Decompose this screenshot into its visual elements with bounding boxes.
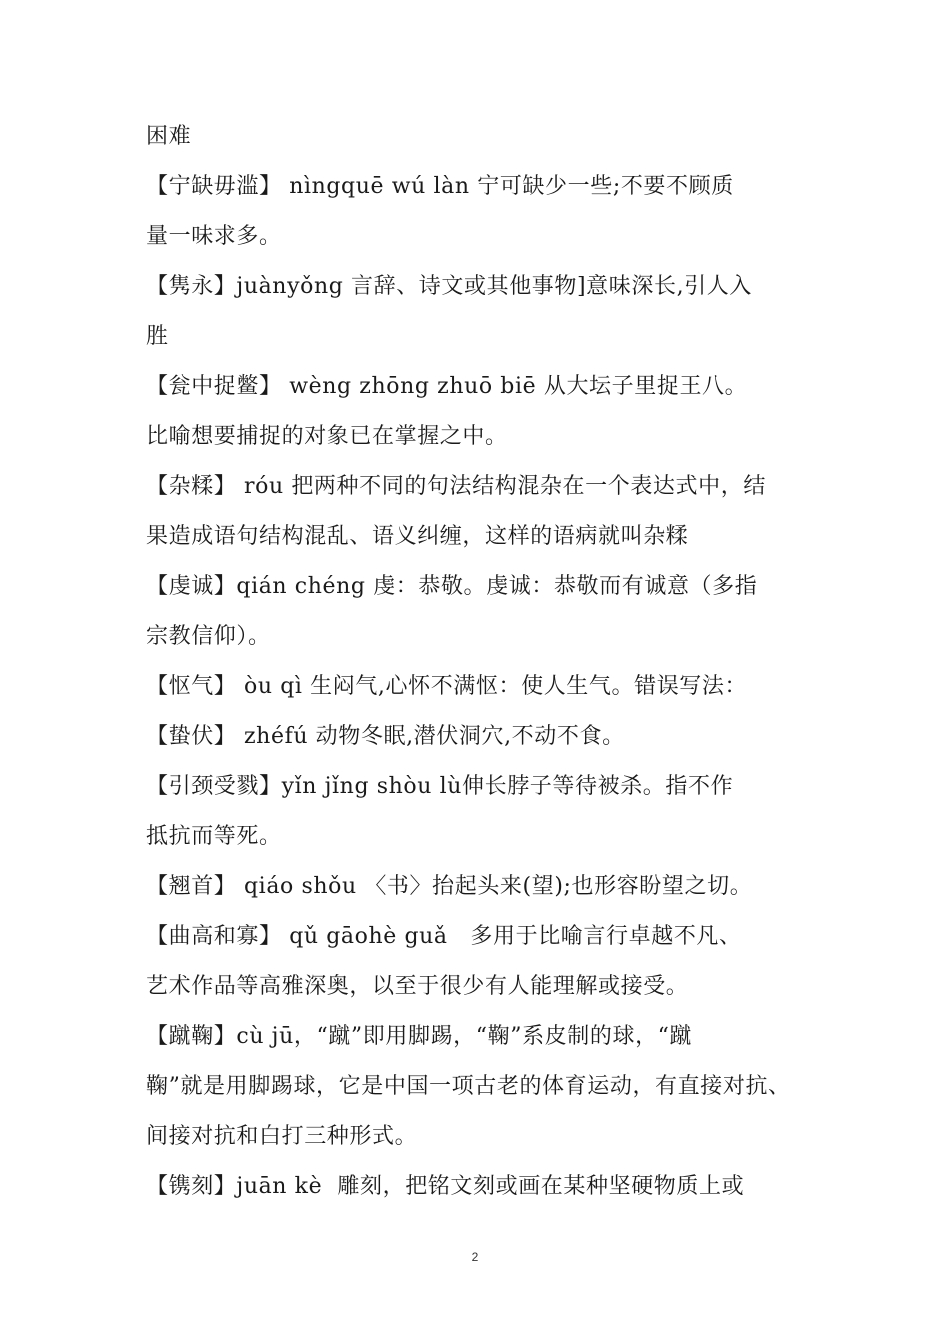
text-line: 抵抗而等死。 [146,824,282,849]
text-line: 【引颈受戮】yǐn jǐng shòu lù伸长脖子等待被杀。指不作 [146,774,734,799]
text-line: 【蹴鞠】cù jū，“蹴”即用脚踢，“鞠”系皮制的球，“蹴 [146,1024,693,1049]
text-line: 【怄气】 òu qì 生闷气,心怀不满怄：使人生气。错误写法： [146,674,748,699]
text-line: 【镌刻】juān kè 雕刻，把铭文刻或画在某种坚硬物质上或 [146,1174,745,1199]
text-line: 胜 [146,324,169,349]
text-line: 【宁缺毋滥】 nìngquē wú làn 宁可缺少一些;不要不顾质 [146,174,734,199]
text-line: 艺术作品等高雅深奥，以至于很少有人能理解或接受。 [146,974,689,999]
text-line: 果造成语句结构混乱、语义纠缠，这样的语病就叫杂糅 [146,524,689,549]
text-line: 【翘首】 qiáo shǒu 〈书〉抬起头来(望);也形容盼望之切。 [146,874,753,899]
text-line: 困难 [146,124,192,149]
text-line: 【隽永】juànyǒng 言辞、诗文或其他事物]意味深长,引人入 [146,274,752,299]
page-number: 2 [471,1250,479,1264]
text-line: 间接对抗和白打三种形式。 [146,1124,418,1149]
text-line: 【瓮中捉鳖】 wèng zhōng zhuō biē 从大坛子里捉王八。 [146,374,748,399]
text-line: 【虔诚】qián chéng 虔：恭敬。虔诚：恭敬而有诚意（多指 [146,574,758,599]
document-body [146,112,806,1212]
text-line: 【蛰伏】 zhéfú 动物冬眠,潜伏洞穴,不动不食。 [146,724,625,749]
text-line: 【杂糅】 róu 把两种不同的句法结构混杂在一个表达式中，结 [146,474,766,499]
text-line: 宗教信仰）。 [146,624,271,649]
text-line: 量一味求多。 [146,224,282,249]
text-line: 【曲高和寡】 qǔ gāohè guǎ 多用于比喻言行卓越不凡、 [146,924,742,949]
text-line: 比喻想要捕捉的对象已在掌握之中。 [146,424,508,449]
text-line: 鞠”就是用脚踢球，它是中国一项古老的体育运动，有直接对抗、 [146,1074,791,1099]
